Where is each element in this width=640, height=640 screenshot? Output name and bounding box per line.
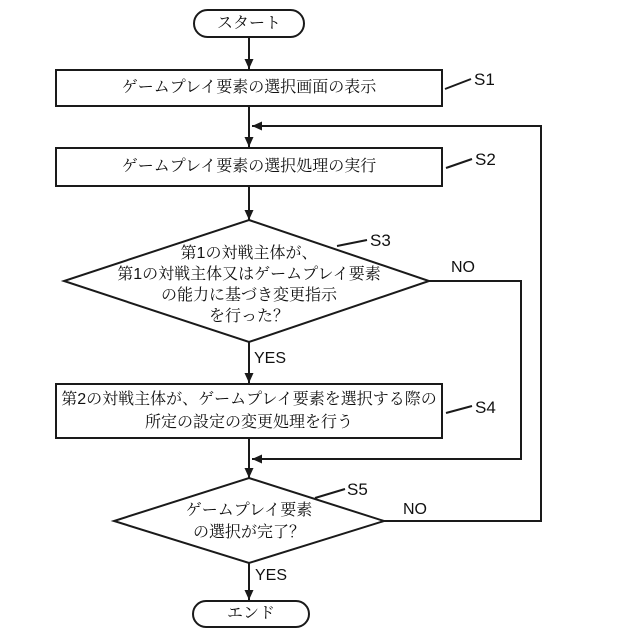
branch-label-s3-yes: YES <box>254 350 287 367</box>
step-label-s3: S3 <box>370 231 391 250</box>
arrowhead-into-end <box>245 590 254 600</box>
process-s4-line-2: 所定の設定の変更処理を行う <box>144 414 353 431</box>
branch-label-s5-no: NO <box>403 501 427 518</box>
branch-label-s3-no: NO <box>451 259 475 276</box>
arrowhead-into-s3 <box>245 210 254 220</box>
leader-s1 <box>445 79 471 89</box>
arrowhead-into-s5 <box>245 468 254 478</box>
decision-s3-line-4: を行った？ <box>208 308 289 325</box>
terminal-end-label: エンド <box>226 605 275 622</box>
process-s1-label: ゲームプレイ要素の選択画面の表示 <box>121 79 377 96</box>
decision-s3-line-3: の能力に基づき変更指示 <box>160 287 337 304</box>
decision-s3-line-2: 第1の対戦主体又はゲームプレイ要素 <box>117 266 381 283</box>
process-s2 <box>55 147 443 187</box>
decision-s3-text <box>84 243 414 327</box>
decision-s5-line-1: ゲームプレイ要素 <box>185 502 313 519</box>
leader-s2 <box>446 159 472 168</box>
process-s4 <box>55 383 443 439</box>
arrowhead-into-s4 <box>245 373 254 383</box>
arrowhead-bypass-junction <box>252 455 262 464</box>
branch-label-s5-yes: YES <box>255 567 288 584</box>
arrowhead-loopback-junction <box>252 122 262 131</box>
decision-s5-text <box>134 500 364 544</box>
terminal-start <box>193 9 305 38</box>
process-s2-label: ゲームプレイ要素の選択処理の実行 <box>121 158 377 175</box>
step-label-s2: S2 <box>475 150 496 169</box>
leader-s5 <box>315 489 345 498</box>
arrowhead-into-s1 <box>245 59 254 69</box>
arrowhead-into-s2 <box>245 137 254 147</box>
step-label-s5: S5 <box>347 480 368 499</box>
process-s1 <box>55 69 443 107</box>
decision-s5-line-2: の選択が完了？ <box>192 524 305 541</box>
process-s4-line-1: 第2の対戦主体が、ゲームプレイ要素を選択する際の <box>61 391 437 408</box>
leader-s4 <box>446 406 472 413</box>
terminal-end <box>192 600 310 628</box>
terminal-start-label: スタート <box>216 14 281 32</box>
step-label-s1: S1 <box>474 70 495 89</box>
step-label-s4: S4 <box>475 398 496 417</box>
decision-s3-line-1: 第1の対戦主体が、 <box>180 245 318 262</box>
